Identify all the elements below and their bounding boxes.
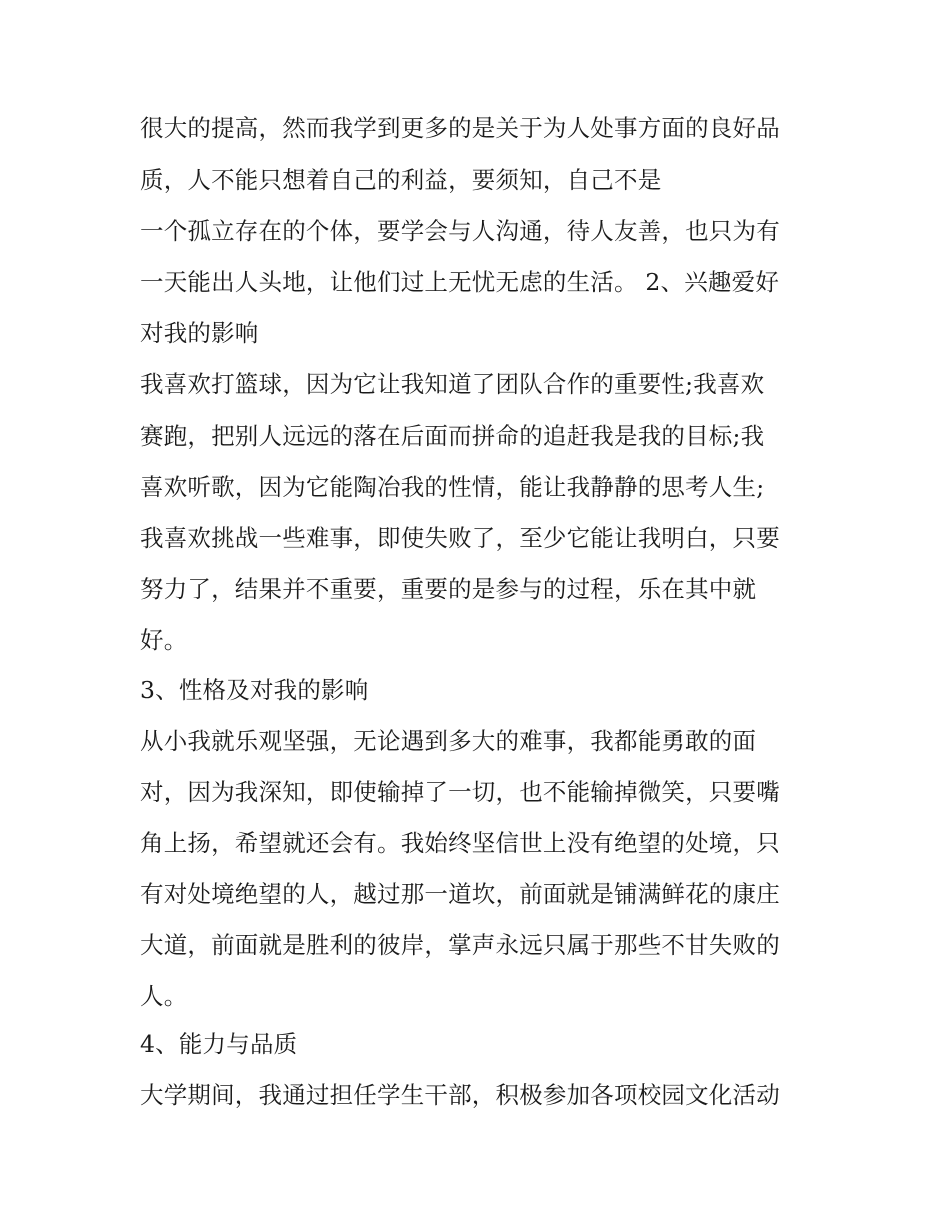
section-heading-line: 对我的影响 <box>140 319 259 347</box>
text-line: 大道，前面就是胜利的彼岸，掌声永远只属于那些不甘失败的 <box>140 931 780 959</box>
text-line: 人。 <box>140 982 188 1010</box>
text-line: 一个孤立存在的个体，要学会与人沟通，待人友善，也只为有 <box>140 217 780 245</box>
section-heading: 4、能力与品质 <box>140 1030 298 1058</box>
text-line: 喜欢听歌，因为它能陶冶我的性情，能让我静静的思考人生; <box>140 473 765 501</box>
text-line: 我喜欢挑战一些难事，即使失败了，至少它能让我明白，只要 <box>140 524 780 552</box>
text-line: 努力了，结果并不重要，重要的是参与的过程，乐在其中就 <box>140 575 757 603</box>
text-line: 一天能出人头地，让他们过上无忧无虑的生活。 2、兴趣爱好 <box>140 268 780 296</box>
text-line: 好。 <box>140 626 188 654</box>
text-line: 很大的提高，然而我学到更多的是关于为人处事方面的良好品 <box>140 114 780 142</box>
text-line: 有对处境绝望的人，越过那一道坎，前面就是铺满鲜花的康庄 <box>140 880 780 908</box>
text-line: 大学期间，我通过担任学生干部，积极参加各项校园文化活动 <box>140 1081 780 1109</box>
text-line: 对，因为我深知，即使输掉了一切，也不能输掉微笑，只要嘴 <box>140 778 780 806</box>
text-line: 我喜欢打篮球，因为它让我知道了团队合作的重要性;我喜欢 <box>140 370 765 398</box>
section-heading: 3、性格及对我的影响 <box>140 676 369 704</box>
text-line: 质，人不能只想着自己的利益，要须知，自己不是 <box>140 166 662 194</box>
text-line: 从小我就乐观坚强，无论遇到多大的难事，我都能勇敢的面 <box>140 727 757 755</box>
text-line: 赛跑，把别人远远的落在后面而拼命的追赶我是我的目标;我 <box>140 422 765 450</box>
text-line: 角上扬，希望就还会有。我始终坚信世上没有绝望的处境，只 <box>140 829 780 857</box>
